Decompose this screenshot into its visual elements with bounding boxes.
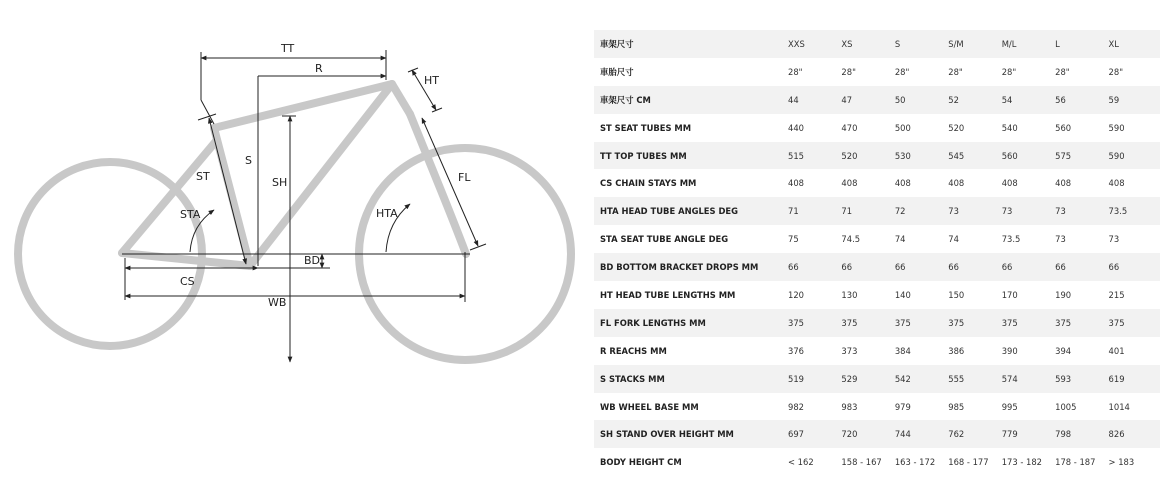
table-cell: 408 [1000,169,1053,197]
table-cell: 440 [786,114,839,142]
table-cell: 190 [1053,281,1106,309]
table-cell: M/L [1000,30,1053,58]
table-cell: 66 [1053,253,1106,281]
table-cell: 384 [893,337,946,365]
table-cell: 408 [786,169,839,197]
table-cell: 130 [839,281,892,309]
row-label: FL FORK LENGTHS MM [594,309,786,337]
table-cell: L [1053,30,1106,58]
table-cell: 408 [839,169,892,197]
row-label: TT TOP TUBES MM [594,142,786,170]
table-cell: 555 [946,365,999,393]
table-cell: 798 [1053,420,1106,448]
table-cell: 375 [1107,309,1160,337]
table-cell: 28" [1000,58,1053,86]
table-cell: 73 [1053,197,1106,225]
table-cell: 158 - 167 [839,448,892,476]
row-label: HTA HEAD TUBE ANGLES DEG [594,197,786,225]
table-cell: 386 [946,337,999,365]
table-cell: 560 [1000,142,1053,170]
table-cell: 28" [946,58,999,86]
table-cell: 56 [1053,86,1106,114]
table-cell: 66 [946,253,999,281]
label-wb: WB [268,296,287,309]
table-cell: XS [839,30,892,58]
table-cell: 47 [839,86,892,114]
table-cell: 408 [1053,169,1106,197]
table-cell: 470 [839,114,892,142]
table-cell: 140 [893,281,946,309]
table-cell: < 162 [786,448,839,476]
table-row [594,365,1160,393]
table-row [594,420,1160,448]
table-row [594,281,1160,309]
table-cell: 375 [839,309,892,337]
bike-frame [122,84,466,266]
table-cell: 215 [1107,281,1160,309]
row-label: CS CHAIN STAYS MM [594,169,786,197]
table-cell: 72 [893,197,946,225]
table-cell: XXS [786,30,839,58]
table-cell: 73.5 [1000,225,1053,253]
table-cell: 120 [786,281,839,309]
table-cell: 375 [893,309,946,337]
table-cell: 74 [893,225,946,253]
table-cell: 720 [839,420,892,448]
table-cell: 73 [1107,225,1160,253]
table-cell: 376 [786,337,839,365]
table-cell: 150 [946,281,999,309]
row-label: HT HEAD TUBE LENGTHS MM [594,281,786,309]
table-cell: 71 [839,197,892,225]
table-cell: 73 [1053,225,1106,253]
table-cell: 373 [839,337,892,365]
table-cell: 73 [1000,197,1053,225]
label-st: ST [196,170,210,183]
table-row [594,58,1160,86]
table-cell: 826 [1107,420,1160,448]
table-cell: 1014 [1107,393,1160,421]
table-cell: 779 [1000,420,1053,448]
table-cell: 520 [839,142,892,170]
table-row [594,169,1160,197]
row-label: BD BOTTOM BRACKET DROPS MM [594,253,786,281]
table-cell: > 183 [1107,448,1160,476]
row-label: ST SEAT TUBES MM [594,114,786,142]
table-cell: 66 [1000,253,1053,281]
label-cs: CS [180,275,195,288]
table-cell: 44 [786,86,839,114]
table-cell: 619 [1107,365,1160,393]
table-cell: 178 - 187 [1053,448,1106,476]
label-fl: FL [458,171,471,184]
table-cell: 697 [786,420,839,448]
table-cell: 593 [1053,365,1106,393]
label-hta: HTA [376,207,398,220]
label-s: S [245,154,252,167]
table-cell: 545 [946,142,999,170]
table-cell: 500 [893,114,946,142]
table-row [594,393,1160,421]
table-cell: 530 [893,142,946,170]
table-cell: 982 [786,393,839,421]
table-cell: 762 [946,420,999,448]
table-cell: 375 [1053,309,1106,337]
table-cell: 985 [946,393,999,421]
label-r: R [315,62,323,75]
table-cell: 50 [893,86,946,114]
table-cell: 52 [946,86,999,114]
label-ht: HT [424,74,439,87]
row-label: STA SEAT TUBE ANGLE DEG [594,225,786,253]
table-cell: 979 [893,393,946,421]
table-cell: 66 [893,253,946,281]
table-cell: 59 [1107,86,1160,114]
label-sh: SH [272,176,288,189]
table-cell: 408 [946,169,999,197]
table-cell: S [893,30,946,58]
table-cell: 560 [1053,114,1106,142]
row-label: 車架尺寸 [594,30,786,58]
table-cell: 28" [839,58,892,86]
table-cell: XL [1107,30,1160,58]
table-cell: 744 [893,420,946,448]
table-cell: 28" [893,58,946,86]
table-cell: 575 [1053,142,1106,170]
table-row [594,448,1160,476]
table-cell: 66 [1107,253,1160,281]
table-row [594,114,1160,142]
table-cell: 394 [1053,337,1106,365]
row-label: R REACHS MM [594,337,786,365]
table-row [594,197,1160,225]
table-row [594,309,1160,337]
table-cell: 1005 [1053,393,1106,421]
table-cell: 540 [1000,114,1053,142]
table-cell: 71 [786,197,839,225]
label-bd: BD [304,254,321,267]
table-cell: 590 [1107,114,1160,142]
table-cell: 983 [839,393,892,421]
label-sta: STA [180,208,201,221]
table-header-row [594,30,1160,58]
table-cell: 520 [946,114,999,142]
table-cell: 28" [786,58,839,86]
row-label: BODY HEIGHT CM [594,448,786,476]
table-cell: 66 [839,253,892,281]
table-cell: 401 [1107,337,1160,365]
table-cell: 74 [946,225,999,253]
table-cell: 66 [786,253,839,281]
table-cell: S/M [946,30,999,58]
table-cell: 375 [946,309,999,337]
row-label: SH STAND OVER HEIGHT MM [594,420,786,448]
table-cell: 28" [1107,58,1160,86]
table-cell: 163 - 172 [893,448,946,476]
table-cell: 519 [786,365,839,393]
table-cell: 74.5 [839,225,892,253]
table-cell: 574 [1000,365,1053,393]
table-row [594,86,1160,114]
table-cell: 590 [1107,142,1160,170]
table-cell: 170 [1000,281,1053,309]
row-label: WB WHEEL BASE MM [594,393,786,421]
table-cell: 995 [1000,393,1053,421]
table-row [594,142,1160,170]
table-cell: 54 [1000,86,1053,114]
geometry-table [594,30,1160,476]
table-cell: 375 [1000,309,1053,337]
label-tt: TT [281,42,295,55]
table-cell: 168 - 177 [946,448,999,476]
geometry-table-container [594,30,1160,476]
table-row [594,225,1160,253]
table-cell: 73.5 [1107,197,1160,225]
table-cell: 173 - 182 [1000,448,1053,476]
table-cell: 515 [786,142,839,170]
table-cell: 542 [893,365,946,393]
row-label: S STACKS MM [594,365,786,393]
table-cell: 408 [1107,169,1160,197]
table-cell: 73 [946,197,999,225]
row-label: 車架尺寸 CM [594,86,786,114]
table-cell: 408 [893,169,946,197]
table-row [594,337,1160,365]
table-cell: 529 [839,365,892,393]
table-row [594,253,1160,281]
row-label: 車胎尺寸 [594,58,786,86]
table-cell: 75 [786,225,839,253]
table-cell: 390 [1000,337,1053,365]
table-cell: 28" [1053,58,1106,86]
table-cell: 375 [786,309,839,337]
